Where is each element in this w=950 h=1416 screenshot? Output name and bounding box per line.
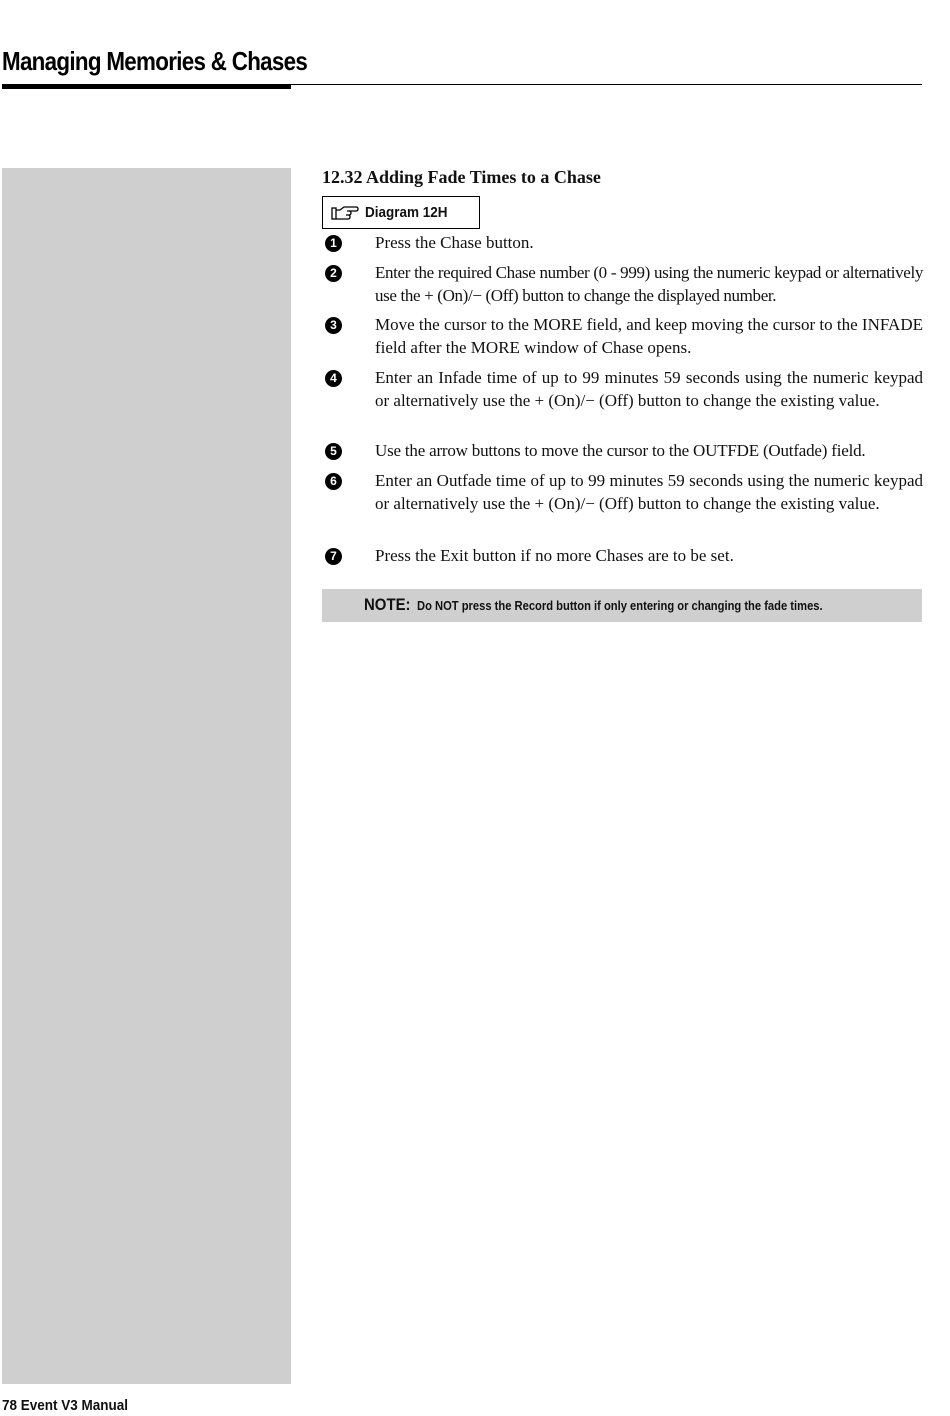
step-item — [322, 262, 922, 308]
note-text: Do NOT press the Record button if only entering or changing the fade times. — [417, 598, 823, 613]
step-number: 6 — [325, 473, 342, 490]
step-item — [322, 470, 922, 538]
step-text: Enter the required Chase number (0 - 999) using the numeric keypad or alternatively use the + (On)/− (Off) button to change the displayed number. — [375, 263, 923, 305]
note-label: NOTE: — [364, 595, 411, 614]
step-text: Press the Exit button if no more Chases are to be set. — [375, 546, 734, 565]
diagram-reference — [322, 196, 480, 229]
margin-sidebar — [2, 168, 291, 1384]
header-rule-accent — [2, 85, 291, 89]
step-text: Move the cursor to the MORE field, and keep moving the cursor to the INFADE field after the MORE window of Chase opens. — [375, 315, 923, 357]
pointing-hand-icon — [331, 205, 359, 221]
chapter-title: Managing Memories & Chases — [2, 46, 308, 76]
step-item — [322, 440, 922, 464]
step-number: 4 — [325, 370, 342, 387]
page-footer: 78 Event V3 Manual — [2, 1397, 129, 1414]
step-number: 7 — [325, 548, 342, 565]
step-text: Enter an Infade time of up to 99 minutes 59 seconds using the numeric keypad or alternatively use the + (On)/− (Off) button to change the existing value. — [375, 368, 923, 410]
step-number: 1 — [325, 235, 342, 252]
step-text: Use the arrow buttons to move the cursor to the OUTFDE (Outfade) field. — [375, 441, 866, 460]
step-item — [322, 232, 922, 256]
step-text: Press the Chase button. — [375, 233, 534, 252]
step-item — [322, 367, 922, 435]
section-heading: 12.32 Adding Fade Times to a Chase — [322, 167, 601, 187]
step-text: Enter an Outfade time of up to 99 minutes 59 seconds using the numeric keypad or alternatively use the + (On)/− (Off) button to change the existing value. — [375, 471, 923, 513]
step-number: 3 — [325, 317, 342, 334]
step-number: 5 — [325, 443, 342, 460]
step-number: 2 — [325, 265, 342, 282]
step-item — [322, 545, 922, 569]
step-item — [322, 314, 922, 360]
diagram-label: Diagram 12H — [365, 204, 448, 221]
note-box — [322, 589, 922, 622]
